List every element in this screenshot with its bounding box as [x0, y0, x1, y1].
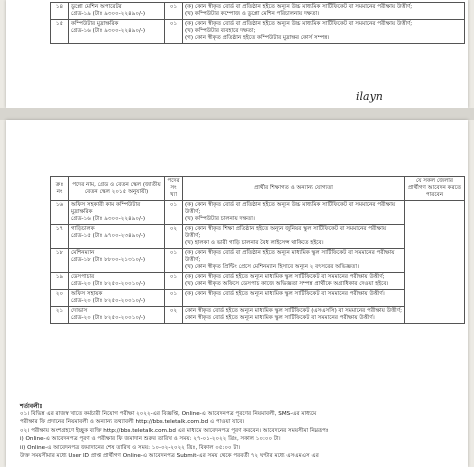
requirement: (খ) হালকা ও ভারী গাড়ি চালনার বৈধ লাইসেন্স থাকিতে হইবে।	[185, 240, 324, 246]
note-prefix: ০২।	[20, 427, 30, 434]
post-name: ডেসপাচার	[71, 274, 95, 280]
note-text: পরীক্ষার ফি প্রদানের নিয়মাবলী ও অন্যান্য তথ্যাবলী http://bbs.teletalk.com.bd এ পাওয়া যাবে।	[20, 419, 245, 426]
table-row	[51, 20, 465, 44]
notes-title: শর্তাবলীঃ	[20, 403, 43, 410]
requirement: (ক) কোন স্বীকৃত বোর্ড বা প্রতিষ্ঠান হইতে অন্যূন মাধ্যমিক স্কুল সার্টিফিকেট বা সমমানের পরীক্ষায় উত্তীর্ণ;	[185, 250, 395, 263]
requirement: কোন স্বীকৃত বোর্ড হইতে অন্যূন মাধ্যমিক স্কুল সার্টিফিকেট (এসএসসি) বা সমমানের পরীক্ষায় উত্তীর্ণ;	[185, 308, 402, 314]
table-header-row	[51, 177, 465, 201]
table-row	[51, 3, 465, 20]
requirements-cell	[183, 201, 405, 225]
requirements-cell	[183, 3, 465, 20]
signature: ilayn	[356, 90, 383, 103]
post-count: ০১	[165, 249, 183, 273]
requirement: (ক) কোন স্বীকৃত বোর্ড হইতে অন্যূন মাধ্যমিক স্কুল সার্টিফিকেট বা সমমানের পরীক্ষায় উত্তীর্ণ;	[185, 274, 385, 280]
requirement: (ক) কোন স্বীকৃত বোর্ড বা প্রতিষ্ঠান হইতে অন্যূন উচ্চ মাধ্যমিক সার্টিফিকেট বা সমমানের পরীক্ষায় উত্তীর্ণ;	[185, 202, 396, 215]
post-grade: গ্রেড-২০ (টাঃ ৮২৫০-২০০১০/-)	[71, 298, 146, 304]
post-cell	[69, 201, 165, 225]
requirement: (ক) কোন স্বীকৃত শিক্ষা প্রতিষ্ঠান হইতে অন্যূন জুনিয়র স্কুল সার্টিফিকেট বা সমমানের পরীক্ষায় উত্তীর্ণ;	[185, 226, 387, 239]
page-gap	[0, 108, 474, 120]
table-row	[51, 307, 465, 324]
post-count: ০২	[165, 225, 183, 249]
table-row	[51, 273, 465, 290]
note-line	[20, 444, 468, 452]
post-grade: গ্রেড-১৯ (টাঃ ৯৩০০-২২৪৯০/-)	[71, 11, 146, 17]
table-row	[51, 201, 465, 225]
top-table	[50, 2, 465, 44]
table-row	[51, 225, 465, 249]
note-text: উক্ত সময়সীমার মধ্যে User ID প্রাপ্ত প্রার্থীগণ Online-এ আবেদনপত্র Submit-এর সময় থেকে পরবর্তী ৭২ ঘণ্টার মধ্যে এসএমএস এর	[20, 453, 319, 460]
header-count: পদের সংখ্যা	[165, 177, 183, 201]
requirement: (খ) কম্পিউটার কম্পোজ ও ডুপ্লো মেশিন পরিচালনায় দক্ষতা।	[185, 11, 320, 17]
post-grade: গ্রেড-১৮ (টাঃ ৮৮০০-২১৩১০/-)	[71, 257, 146, 263]
post-grade: গ্রেড-১৬ (টাঃ ৯৩০০-২২৪৯০/-)	[71, 28, 146, 34]
header-requirements: প্রার্থীর শিক্ষাগত ও অন্যান্য যোগ্যতা	[183, 177, 405, 201]
requirements-cell	[183, 249, 405, 273]
note-text: পরীক্ষায় অংশগ্রহণে ইচ্ছুক ব্যক্তি http://bbs.teletalk.com.bd এর মাধ্যমে আবেদনপত্র পূরণ করবেন। আবেদনের সময়সীমা নিম্নরূপঃ	[31, 427, 329, 434]
post-grade: গ্রেড-২০ (টাঃ ৮২৫০-২০০১০/-)	[71, 281, 146, 287]
post-grade: গ্রেড-১৬ (টাঃ ৯৩০০-২২৪৯০/-)	[71, 216, 146, 222]
note-line	[20, 435, 468, 443]
post-cell	[69, 20, 165, 44]
row-number: ২০	[51, 290, 69, 307]
requirement: (ক) কোন স্বীকৃত বোর্ড বা প্রতিষ্ঠান হইতে অন্যূন উচ্চ মাধ্যমিক সার্টিফিকেট বা সমমানের পরীক্ষায় উত্তীর্ণ;	[185, 21, 413, 27]
post-name: দোভাস	[71, 308, 88, 314]
posts-table	[50, 176, 465, 324]
post-name: ডুপ্লো মেশিন অপারেটর	[71, 4, 122, 10]
requirement: কোন স্বীকৃত বোর্ড হইতে অন্যূন মাধ্যমিক স্কুল সার্টিফিকেট বা সমমানের পরীক্ষায় উত্তীর্ণ।	[185, 315, 375, 321]
note-prefix: ০১।	[20, 411, 30, 417]
page-top-sheet	[6, 0, 468, 108]
row-number: ১৪	[51, 3, 69, 20]
note-text: i) Online-এ আবেদনপত্র পূরণ ও পরীক্ষার ফি জমাদান শুরুর তারিখ ও সময়: ২৭-০১-২০২২ খ্রিঃ, সকাল ১০:০০ টা।	[20, 436, 281, 443]
post-count: ০১	[165, 20, 183, 44]
header-number: ক্রঃ নং	[51, 177, 69, 201]
post-name: অফিস সহায়ক	[71, 291, 103, 297]
post-grade: গ্রেড-১৫ (টাঃ ৯৭০০-২৩৪৯০/-)	[71, 233, 146, 239]
requirement: (খ) কম্পিউটার ব্যবহারে দক্ষতা;	[185, 28, 256, 34]
post-count: ০১	[165, 290, 183, 307]
requirement: (খ) কম্পিউটার চালনায় দক্ষতা।	[185, 216, 255, 222]
post-name: অফিস সহকারী কাম কম্পিউটার মুদ্রাক্ষরিক	[71, 202, 141, 215]
note-line	[20, 418, 468, 426]
note-line	[20, 452, 468, 460]
note-text: ii) Online-এ আবেদনপত্র জমাদানের শেষ তারিখ ও সময়: ১০-০২-২০২২ খ্রিঃ, বিকাল ০৫:০০ টা।	[20, 444, 241, 451]
requirements-cell	[183, 290, 405, 307]
requirement: (খ) কোন স্বীকৃত প্রিন্টিং প্রেসে মেশিনম্যান হিসাবে অন্যূন ২ বৎসরের অভিজ্ঞতা।	[185, 264, 359, 270]
row-number: ১৮	[51, 249, 69, 273]
post-count: ০১	[165, 201, 183, 225]
note-line	[20, 427, 468, 435]
row-number: ১৫	[51, 20, 69, 44]
requirements-cell	[183, 225, 405, 249]
requirements-cell	[183, 273, 405, 290]
requirement: (ক) কোন স্বীকৃত বোর্ড হইতে অন্যূন মাধ্যমিক স্কুল সার্টিফিকেট বা সমমানের পরীক্ষায় উত্তীর্ণ।	[185, 291, 385, 297]
post-cell	[69, 3, 165, 20]
table-row	[51, 290, 465, 307]
requirement: (গ) কোন স্বীকৃত প্রতিষ্ঠান হইতে কম্পিউটার মুদ্রাক্ষর কোর্স সম্পন্ন।	[185, 35, 330, 41]
header-districts: যে সকল জেলার প্রার্থীগণ আবেদন করতে পারবেন	[405, 177, 465, 201]
district-cell	[405, 201, 465, 324]
row-number: ১৯	[51, 273, 69, 290]
post-name: মেশিনম্যান	[71, 250, 95, 256]
post-cell	[69, 290, 165, 307]
post-grade: গ্রেড-২০ (টাঃ ৮২৫০-২০০১০/-)	[71, 315, 146, 321]
post-cell	[69, 249, 165, 273]
note-line	[20, 410, 468, 418]
notes-list	[20, 410, 468, 460]
post-cell	[69, 307, 165, 324]
post-count: ০১	[165, 273, 183, 290]
row-number: ১৬	[51, 201, 69, 225]
post-count: ০২	[165, 307, 183, 324]
row-number: ২১	[51, 307, 69, 324]
note-text: বিভিন্ন এর রাজস্ব খাতে কর্মচারী নিয়োগ পরীক্ষা ২০২২-এর বিজ্ঞপ্তি, Online-এ আবেদনপত্র পূরণের নিয়মাবলী, SMS-এর মাধ্যমে	[31, 411, 317, 417]
requirement: (ক) কোন স্বীকৃত বোর্ড বা প্রতিষ্ঠান হইতে অন্যূন উচ্চ মাধ্যমিক সার্টিফিকেট বা সমমানের পরীক্ষায় উত্তীর্ণ;	[185, 4, 413, 10]
page-main-sheet	[6, 120, 468, 467]
post-count: ০১	[165, 3, 183, 20]
requirements-cell	[183, 20, 465, 44]
post-name: কম্পিউটার মুদ্রাক্ষরিক	[71, 21, 119, 27]
requirements-cell	[183, 307, 405, 324]
post-name: গাড়িচালক	[71, 226, 95, 232]
table-row	[51, 249, 465, 273]
post-cell	[69, 273, 165, 290]
requirement: (খ) কোন স্বীকৃত অফিসে ডেসপাচ কাজে অভিজ্ঞতা সম্পন্ন প্রার্থীকে অগ্রাধিকার দেওয়া হইবে।	[185, 281, 389, 287]
post-cell	[69, 225, 165, 249]
row-number: ১৭	[51, 225, 69, 249]
header-post: পদের নাম, গ্রেড ও বেতন স্কেল (জাতীয় বেতন স্কেল ২০১৫ অনুযায়ী)	[69, 177, 165, 201]
